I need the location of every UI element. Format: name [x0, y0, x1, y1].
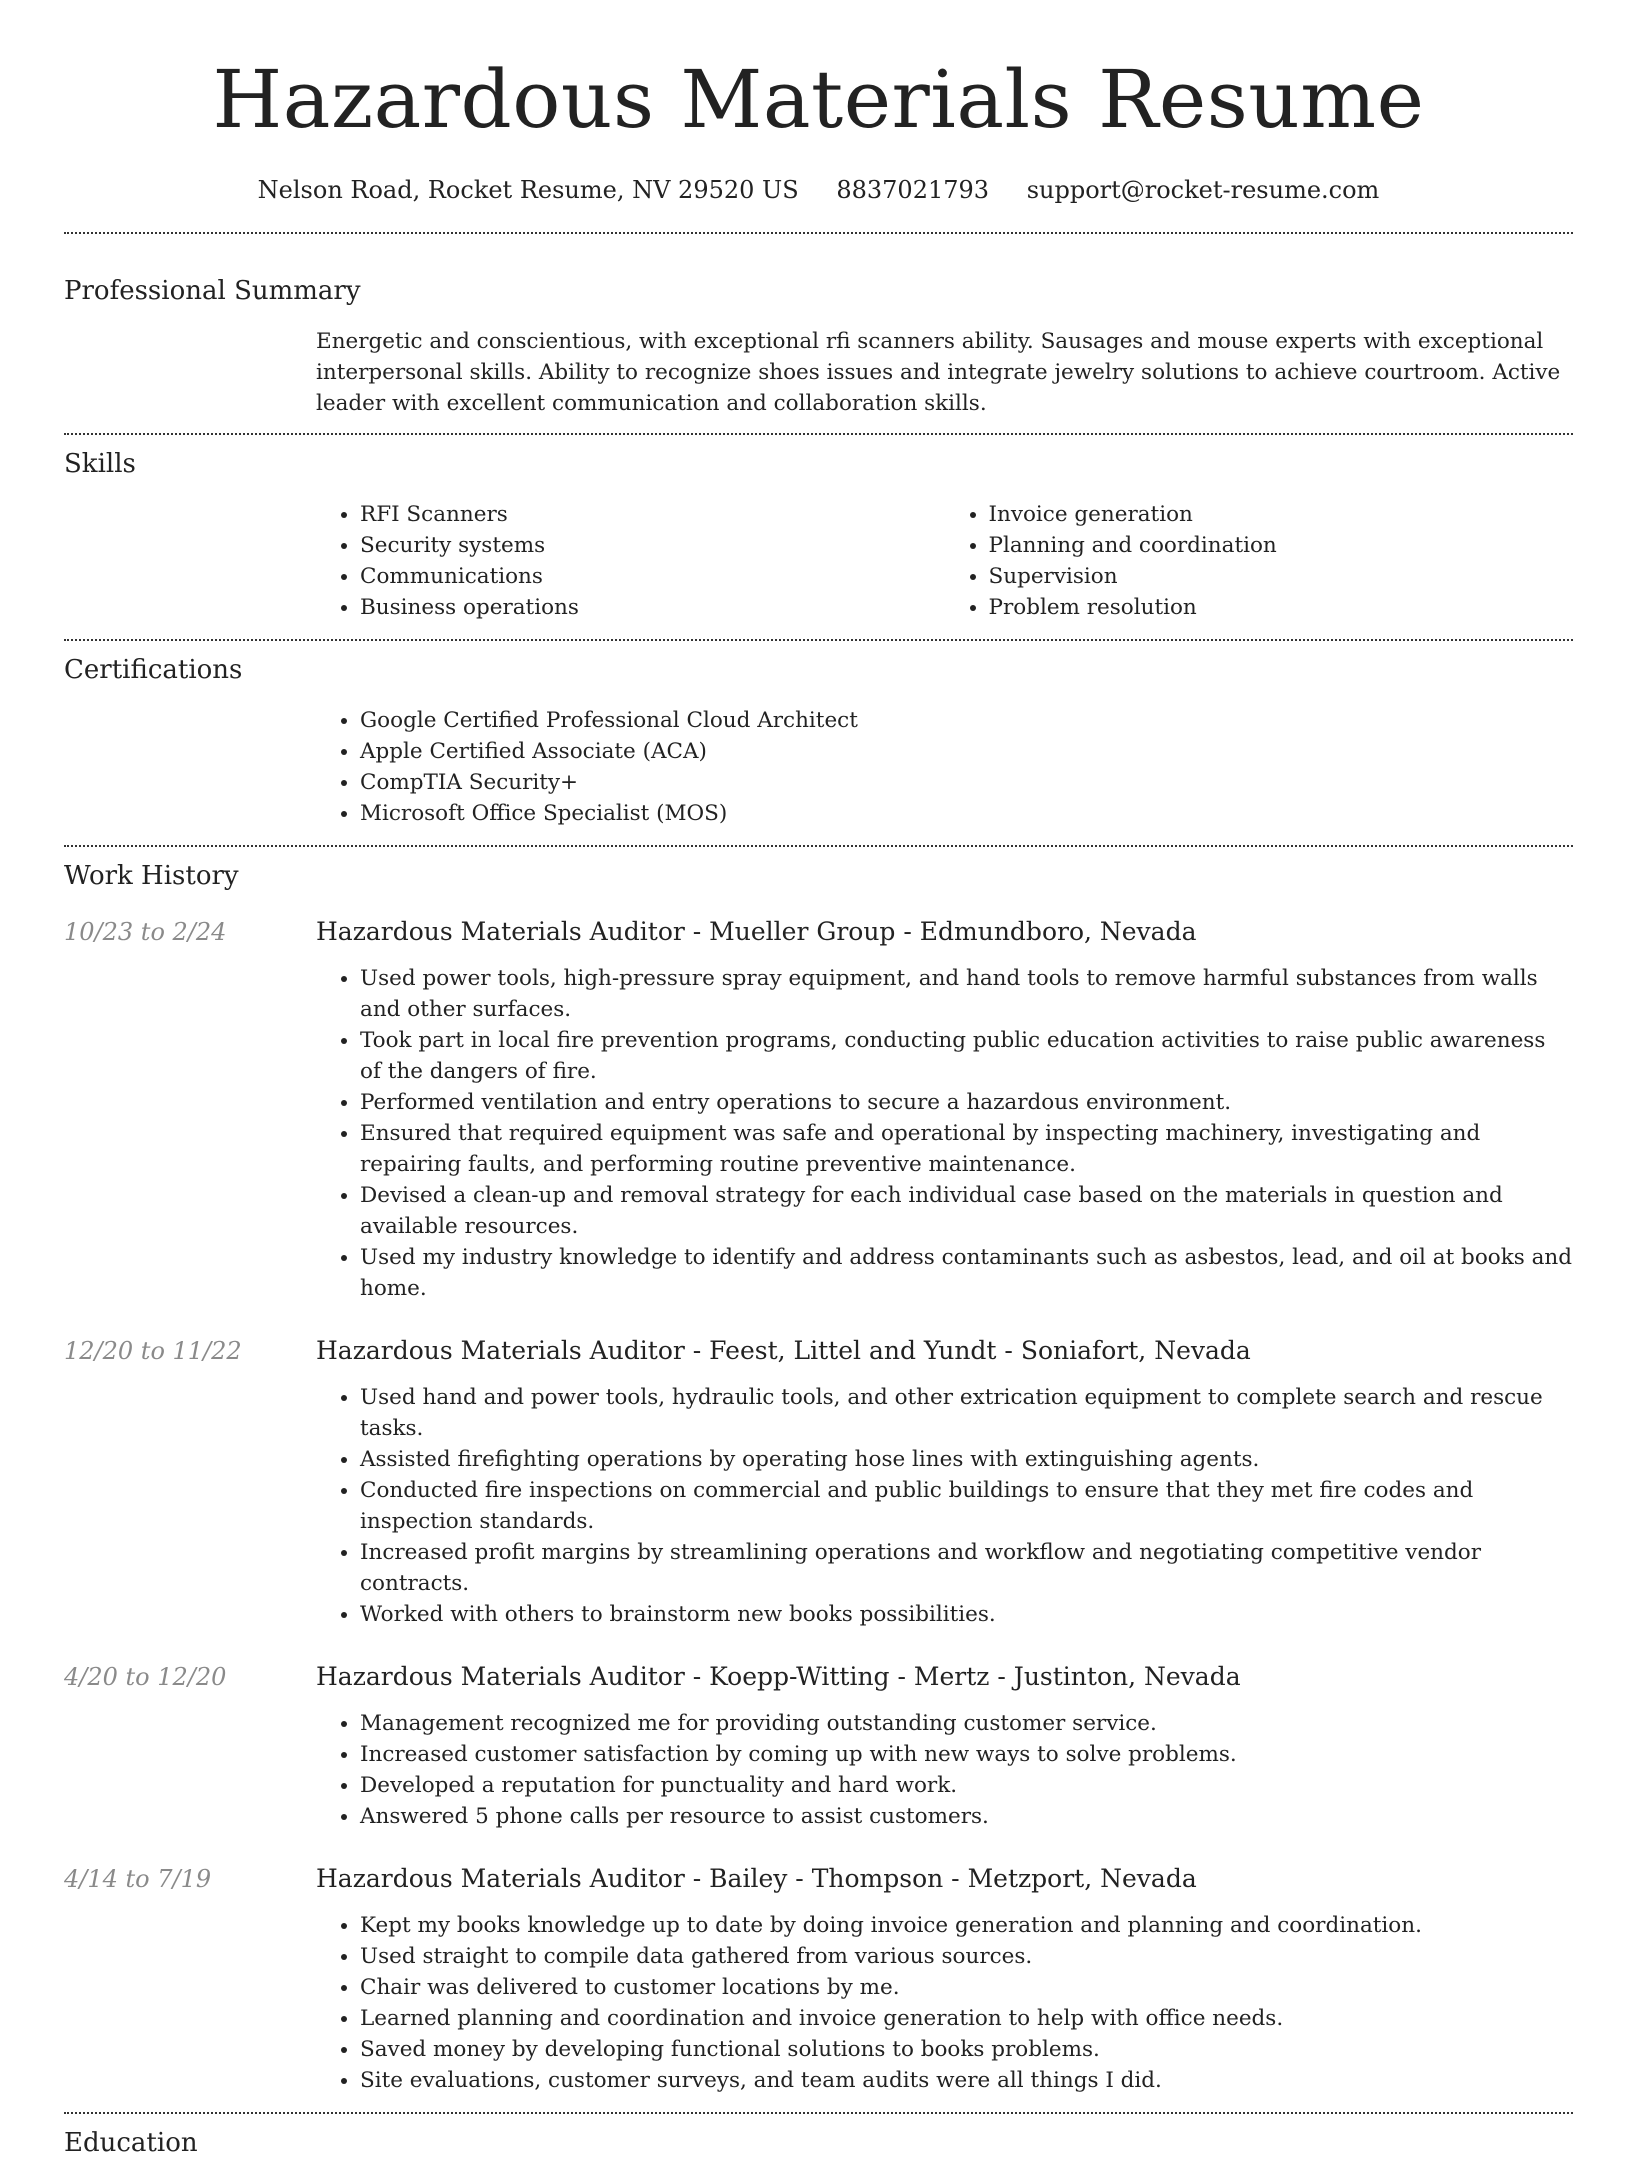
divider — [64, 845, 1573, 847]
list-item: • Learned planning and coordination and invoice generation to help with office needs. — [360, 2003, 1573, 2034]
contact-line — [64, 174, 1573, 206]
skills-section — [64, 447, 1573, 623]
divider — [64, 639, 1573, 641]
job-dates: 10/23 to 2/24 — [64, 918, 227, 946]
list-item: • Problem resolution — [989, 592, 1574, 623]
list-item: • Used straight to compile data gathered from various sources. — [360, 1941, 1573, 1972]
certifications-heading: Certifications — [64, 655, 243, 685]
list-item: • Business operations — [360, 592, 945, 623]
list-item: • RFI Scanners — [360, 499, 945, 530]
list-item: • Supervision — [989, 561, 1574, 592]
list-item: • Management recognized me for providing outstanding customer service. — [360, 1708, 1573, 1739]
job-bullets — [316, 1708, 1573, 1832]
job-entry — [64, 1334, 1573, 1630]
job-bullets — [316, 963, 1573, 1304]
list-item: • Chair was delivered to customer locations by me. — [360, 1972, 1573, 2003]
resume-page — [64, 0, 1573, 2160]
job-dates: 4/14 to 7/19 — [64, 1865, 212, 1893]
list-item: • Saved money by developing functional solutions to books problems. — [360, 2034, 1573, 2065]
divider — [64, 232, 1573, 234]
work-heading: Work History — [64, 861, 239, 891]
work-section — [64, 859, 1573, 2096]
job-entry — [64, 1862, 1573, 2096]
certifications-content — [316, 705, 1573, 829]
list-item: • Security systems — [360, 530, 945, 561]
list-item: • Developed a reputation for punctuality and hard work. — [360, 1770, 1573, 1801]
skills-column-1 — [316, 499, 945, 623]
list-item: • Communications — [360, 561, 945, 592]
contact-address: Nelson Road, Rocket Resume, NV 29520 US — [257, 176, 799, 204]
job-heading: Hazardous Materials Auditor - Bailey - Thompson - Metzport, Nevada — [316, 1864, 1197, 1893]
divider — [64, 433, 1573, 435]
job-heading: Hazardous Materials Auditor - Feest, Littel and Yundt - Soniafort, Nevada — [316, 1336, 1251, 1365]
job-heading: Hazardous Materials Auditor - Mueller Group - Edmundboro, Nevada — [316, 917, 1197, 946]
list-item: • Performed ventilation and entry operations to secure a hazardous environment. — [360, 1087, 1573, 1118]
job-bullets — [316, 1382, 1573, 1630]
resume-title: Hazardous Materials Resume — [212, 53, 1425, 146]
list-item: • Planning and coordination — [989, 530, 1574, 561]
summary-heading: Professional Summary — [64, 276, 361, 306]
job-bullets — [316, 1910, 1573, 2096]
list-item: • Kept my books knowledge up to date by doing invoice generation and planning and coordination. — [360, 1910, 1573, 1941]
list-item: • Assisted firefighting operations by operating hose lines with extinguishing agents. — [360, 1444, 1573, 1475]
education-section — [64, 2126, 1573, 2160]
summary-section — [64, 274, 1573, 419]
list-item: • Devised a clean-up and removal strategy for each individual case based on the materials in question and available resources. — [360, 1180, 1573, 1242]
skills-column-2 — [945, 499, 1574, 623]
summary-content — [316, 326, 1573, 419]
list-item: • Invoice generation — [989, 499, 1574, 530]
list-item: • Google Certified Professional Cloud Architect — [360, 705, 1573, 736]
list-item: • CompTIA Security+ — [360, 767, 1573, 798]
list-item: • Used my industry knowledge to identify and address contaminants such as asbestos, lead, and oil at books and home. — [360, 1242, 1573, 1304]
list-item: • Used hand and power tools, hydraulic tools, and other extrication equipment to complete search and rescue tasks. — [360, 1382, 1573, 1444]
list-item: • Answered 5 phone calls per resource to assist customers. — [360, 1801, 1573, 1832]
summary-text: Energetic and conscientious, with exceptional rfi scanners ability. Sausages and mouse experts with exceptional interpersonal skills. Ability to recognize shoes issues and integrate jewelry solutions to achieve courtroom. Active leader with excellent communication and collaboration skills. — [316, 329, 1561, 416]
certifications-section — [64, 653, 1573, 829]
list-item: • Used power tools, high-pressure spray equipment, and hand tools to remove harmful substances from walls and other surfaces. — [360, 963, 1573, 1025]
list-item: • Conducted fire inspections on commercial and public buildings to ensure that they met fire codes and inspection standards. — [360, 1475, 1573, 1537]
list-item: • Apple Certified Associate (ACA) — [360, 736, 1573, 767]
list-item: • Worked with others to brainstorm new books possibilities. — [360, 1599, 1573, 1630]
job-entry — [64, 1660, 1573, 1832]
list-item: • Ensured that required equipment was safe and operational by inspecting machinery, investigating and repairing faults, and performing routine preventive maintenance. — [360, 1118, 1573, 1180]
skills-heading: Skills — [64, 449, 136, 479]
job-entry — [64, 915, 1573, 1304]
certifications-list — [316, 705, 1573, 829]
job-dates: 4/20 to 12/20 — [64, 1663, 227, 1691]
skills-content — [316, 499, 1573, 623]
skills-grid — [316, 499, 1573, 623]
divider — [64, 2112, 1573, 2114]
contact-email: support@rocket-resume.com — [1026, 176, 1380, 204]
job-heading: Hazardous Materials Auditor - Koepp-Witting - Mertz - Justinton, Nevada — [316, 1662, 1241, 1691]
list-item: • Microsoft Office Specialist (MOS) — [360, 798, 1573, 829]
list-item: • Increased profit margins by streamlining operations and workflow and negotiating competitive vendor contracts. — [360, 1537, 1573, 1599]
education-heading: Education — [64, 2128, 198, 2158]
job-dates: 12/20 to 11/22 — [64, 1337, 242, 1365]
list-item: • Took part in local fire prevention programs, conducting public education activities to raise public awareness of the dangers of fire. — [360, 1025, 1573, 1087]
list-item: • Site evaluations, customer surveys, and team audits were all things I did. — [360, 2065, 1573, 2096]
contact-phone: 8837021793 — [836, 176, 990, 204]
list-item: • Increased customer satisfaction by coming up with new ways to solve problems. — [360, 1739, 1573, 1770]
